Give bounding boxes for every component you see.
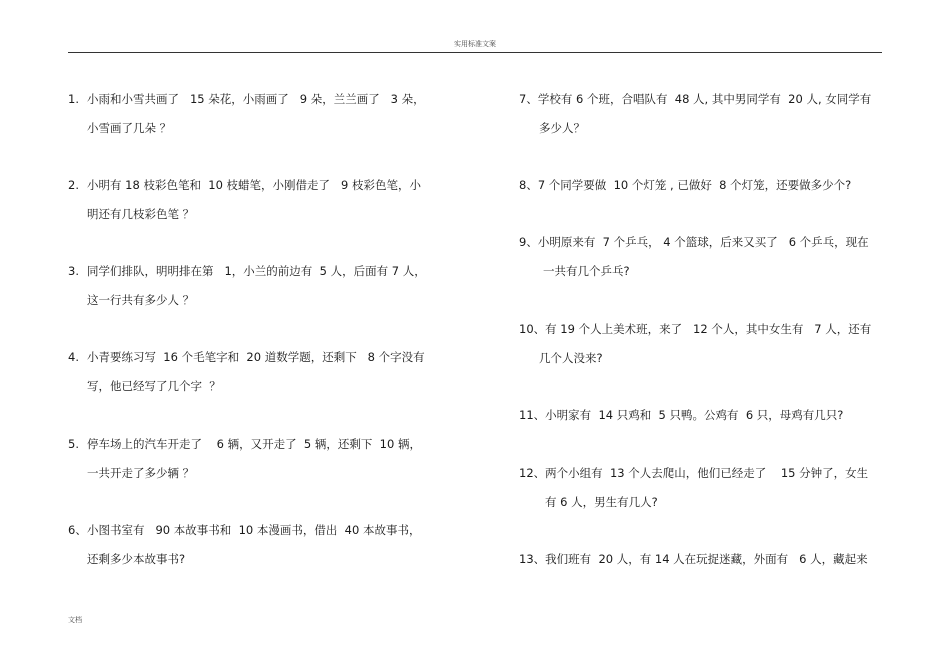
question-10 (519, 322, 872, 365)
question-7 (519, 92, 872, 135)
question-text-line1: 13、我们班有 20 人，有 14 人在玩捉迷藏，外面有 6 人，藏起来 (519, 552, 868, 566)
question-text-line2: 多少人？ (539, 121, 585, 135)
question-1 (68, 92, 425, 148)
question-13 (519, 552, 868, 594)
question-text-line1: 9、小明原来有 7 个乒乓， 4 个篮球，后来又买了 6 个乒乓，现在 (519, 235, 869, 249)
question-text-line1: 11、小明家有 14 只鸡和 5 只鸭。公鸡有 6 只，母鸡有几只? (519, 408, 844, 422)
question-text-line2: 一共有几个乒乓? (543, 264, 630, 278)
question-text-line1: 10、有 19 个人上美术班，来了 12 个人，其中女生有 7 人，还有 (519, 322, 872, 336)
question-text-line2: 一共开走了多少辆 ？ (87, 466, 195, 480)
question-number: 3. (68, 264, 79, 278)
question-text-line2: 这一行共有多少人 ？ (87, 293, 195, 307)
question-12 (519, 466, 869, 509)
question-4 (68, 350, 425, 406)
question-number: 5. (68, 437, 79, 451)
question-text-line1: 小雨和小雪共画了 15 朵花，小雨画了 9 朵，兰兰画了 3 朵， (87, 92, 425, 106)
header-divider (68, 52, 882, 53)
question-number: 1. (68, 92, 79, 106)
question-text-line2: 小雪画了几朵 ？ (87, 121, 172, 135)
page-header-title: 实用标准文案 (454, 40, 496, 48)
question-text-line1: 同学们排队，明明排在第 1，小兰的前边有 5 人，后面有 7 人， (87, 264, 426, 278)
question-text-line2: 明还有几枝彩色笔 ？ (87, 207, 195, 221)
question-text-line2: 有 6 人，男生有几人? (545, 495, 658, 509)
question-text-line1: 停车场上的汽车开走了 6 辆，又开走了 5 辆，还剩下 10 辆， (87, 437, 421, 451)
question-text-line2: 几个人没来? (539, 351, 603, 365)
question-11 (519, 408, 844, 450)
question-6 (68, 523, 421, 579)
question-8 (519, 178, 852, 220)
question-number: 4. (68, 350, 79, 364)
question-text-line1: 小青要练习写 16 个毛笔字和 20 道数学题，还剩下 8 个字没有 (87, 350, 425, 364)
question-number: 2. (68, 178, 79, 192)
question-3 (68, 264, 426, 320)
question-text-line1: 小图书室有 90 本故事书和 10 本漫画书，借出 40 本故事书， (87, 523, 421, 537)
question-2 (68, 178, 421, 234)
question-9 (519, 235, 869, 278)
question-text-line1: 7、学校有 6 个班，合唱队有 48 人, 其中男同学有 20 人, 女同学有 (519, 92, 872, 106)
question-number: 6、 (68, 523, 87, 537)
question-text-line2: 写，他已经写了几个字 ？ (87, 379, 221, 393)
question-text-line1: 小明有 18 枝彩色笔和 10 枝蜡笔，小刚借走了 9 枝彩色笔，小 (87, 178, 421, 192)
question-text-line2: 还剩多少本故事书? (87, 552, 186, 566)
question-text-line1: 12、两个小组有 13 个人去爬山，他们已经走了 15 分钟了，女生 (519, 466, 869, 480)
question-5 (68, 437, 421, 493)
question-text-line1: 8、7 个同学要做 10 个灯笼 , 已做好 8 个灯笼，还要做多少个? (519, 178, 852, 192)
page-footer-text: 文档 (68, 616, 82, 624)
